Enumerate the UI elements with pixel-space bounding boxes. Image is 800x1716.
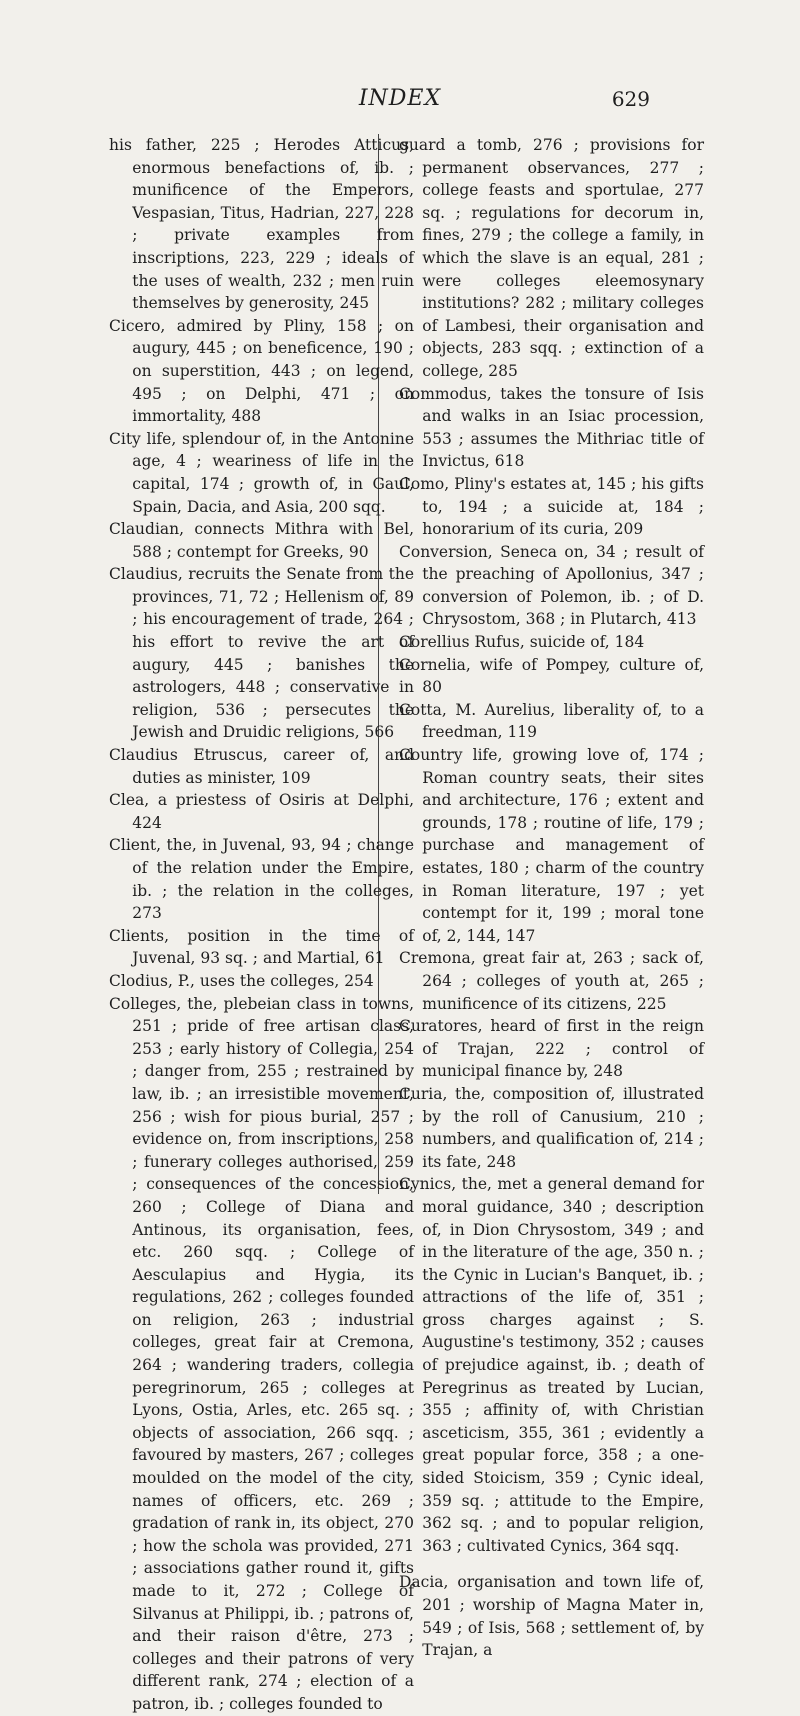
index-entry-cicero: Cicero, admired by Pliny, 158 ; on augury, 445 ; on beneficence, 190 ; on superstition, 443 ; on legend, 495 ; on Delphi, 471 ; on immortality, 488 [109,316,414,426]
index-entry-como: Como, Pliny's estates at, 145 ; his gifts to, 194 ; a suicide at, 184 ; honorarium of its curia, 209 [399,474,704,539]
index-column-right [399,134,704,1662]
index-entry-colleges-continued: guard a tomb, 276 ; provisions for permanent observances, 277 ; college feasts and sportulae, 277 sq. ; regulations for decorum in, fines, 279 ; the college a family, in which the slave is an equal, 281 ; were colleges eleemosynary institutions? 282 ; military colleges of Lambesi, their organisation and objects, 283 sqq. ; extinction of a college, 285 [399,136,704,380]
index-entry-curia: Curia, the, composition of, illustrated by the roll of Canusium, 210 ; numbers, and qualification of, 214 ; its fate, 248 [399,1084,704,1171]
index-entry-commodus: Commodus, takes the tonsure of Isis and walks in an Isiac procession, 553 ; assumes the Mithriac title of Invictus, 618 [399,384,704,471]
index-entry-colleges: Colleges, the, plebeian class in towns, 251 ; pride of free artisan class, 253 ; early history of Collegia, 254 ; danger from, 255 ; restrained by law, ib. ; an irresistible movement, 256 ; wish for pious burial, 257 ; evidence on, from inscriptions, 258 ; funerary colleges authorised, 259 ; consequences of the concession, 260 ; College of Diana and Antinous, its organisation, fees, etc. 260 sqq. ; College of Aesculapius and Hygia, its regulations, 262 ; colleges founded on religion, 263 ; industrial colleges, great fair at Cremona, 264 ; wandering traders, collegia peregrinorum, 265 ; colleges at Lyons, Ostia, Arles, etc. 265 sq. ; objects of association, 266 sqq. ; favoured by masters, 267 ; colleges moulded on the model of the city, names of officers, etc. 269 ; gradation of rank in, its object, 270 ; how the schola was provided, 271 ; associations gather round it, gifts made to it, 272 ; College of Silvanus at Philippi, ib. ; patrons of, and their raison d'être, 273 ; colleges and their patrons of very different rank, 274 ; election of a patron, ib. ; colleges founded to [109,994,414,1713]
index-entry-claudian: Claudian, connects Mithra with Bel, 588 ; contempt for Greeks, 90 [109,520,414,561]
index-entry-cotta: Cotta, M. Aurelius, liberality of, to a freedman, 119 [399,700,704,742]
index-entry-claudius-etruscus: Claudius Etruscus, career of, and duties as minister, 109 [109,746,414,787]
index-entry-country-life: Country life, growing love of, 174 ; Roman country seats, their sites and architecture, 176 ; extent and grounds, 178 ; routine of life, 179 ; purchase and management of estates, 180 ; charm of the country in Roman literature, 197 ; yet contempt for it, 199 ; moral tone of, 2, 144, 147 [399,746,704,945]
index-entry-dacia: Dacia, organisation and town life of, 201 ; worship of Magna Mater in, 549 ; of Isis, 568 ; settlement of, by Trajan, a [399,1573,704,1660]
page-number: 629 [611,87,650,111]
index-entry-clients: Clients, position in the time of Juvenal, 93 sq. ; and Martial, 61 [109,926,414,968]
index-entry-clodius: Clodius, P., uses the colleges, 254 [109,971,374,990]
index-entry-cornelia: Cornelia, wife of Pompey, culture of, 80 [399,655,704,697]
index-entry-cremona: Cremona, great fair at, 263 ; sack of, 264 ; colleges of youth at, 265 ; munificence of its citizens, 225 [399,949,704,1013]
index-entry-city-life: City life, splendour of, in the Antonine age, 4 ; weariness of life in the capital, 174 ; growth of, in Gaul, Spain, Dacia, and Asia, 200 sqq. [109,429,414,516]
running-head [0,86,800,116]
index-entry-cynics: Cynics, the, met a general demand for moral guidance, 340 ; description of, in Dion Chrysostom, 349 ; and in the literature of the age, 350 n. ; the Cynic in Lucian's Banquet, ib. ; attractions of the life of, 351 ; gross charges against ; S. Augustine's testimony, 352 ; causes of prejudice against, ib. ; death of Peregrinus as treated by Lucian, 355 ; affinity of, with Christian asceticism, 355, 361 ; evidently a great popular force, 358 ; a one-sided Stoicism, 359 ; Cynic ideal, 359 sq. ; attitude to the Empire, 362 sq. ; and to popular religion, 363 ; cultivated Cynics, 364 sqq. [399,1175,704,1555]
index-entry-clea: Clea, a priestess of Osiris at Delphi, 424 [109,791,414,832]
index-entry-conversion: Conversion, Seneca on, 34 ; result of the preaching of Apollonius, 347 ; conversion of Polemon, ib. ; of D. Chrysostom, 368 ; in Plutarch, 413 [399,542,704,629]
index-entry-corellius-rufus: Corellius Rufus, suicide of, 184 [399,633,645,652]
index-entry-curatores: Curatores, heard of first in the reign of Trajan, 222 ; control of municipal finance by, 248 [399,1017,704,1081]
index-entry-claudius: Claudius, recruits the Senate from the provinces, 71, 72 ; Hellenism of, 89 ; his encouragement of trade, 264 ; his effort to revive the art of augury, 445 ; banishes the astrologers, 448 ; conservative in religion, 536 ; persecutes the Jewish and Druidic religions, 566 [109,565,414,742]
index-entry-client: Client, the, in Juvenal, 93, 94 ; change of the relation under the Empire, ib. ; the relation in the colleges, 273 [109,836,414,923]
index-column-left [109,134,414,1716]
letter-section-gap [399,1557,704,1571]
index-entry-his-father: his father, 225 ; Herodes Atticus, enormous benefactions of, ib. ; munificence of the Emperors, Vespasian, Titus, Hadrian, 227, 228 ; private examples from inscriptions, 223, 229 ; ideals of the uses of wealth, 232 ; men ruin themselves by generosity, 245 [109,136,414,313]
page-title: INDEX [358,86,442,111]
